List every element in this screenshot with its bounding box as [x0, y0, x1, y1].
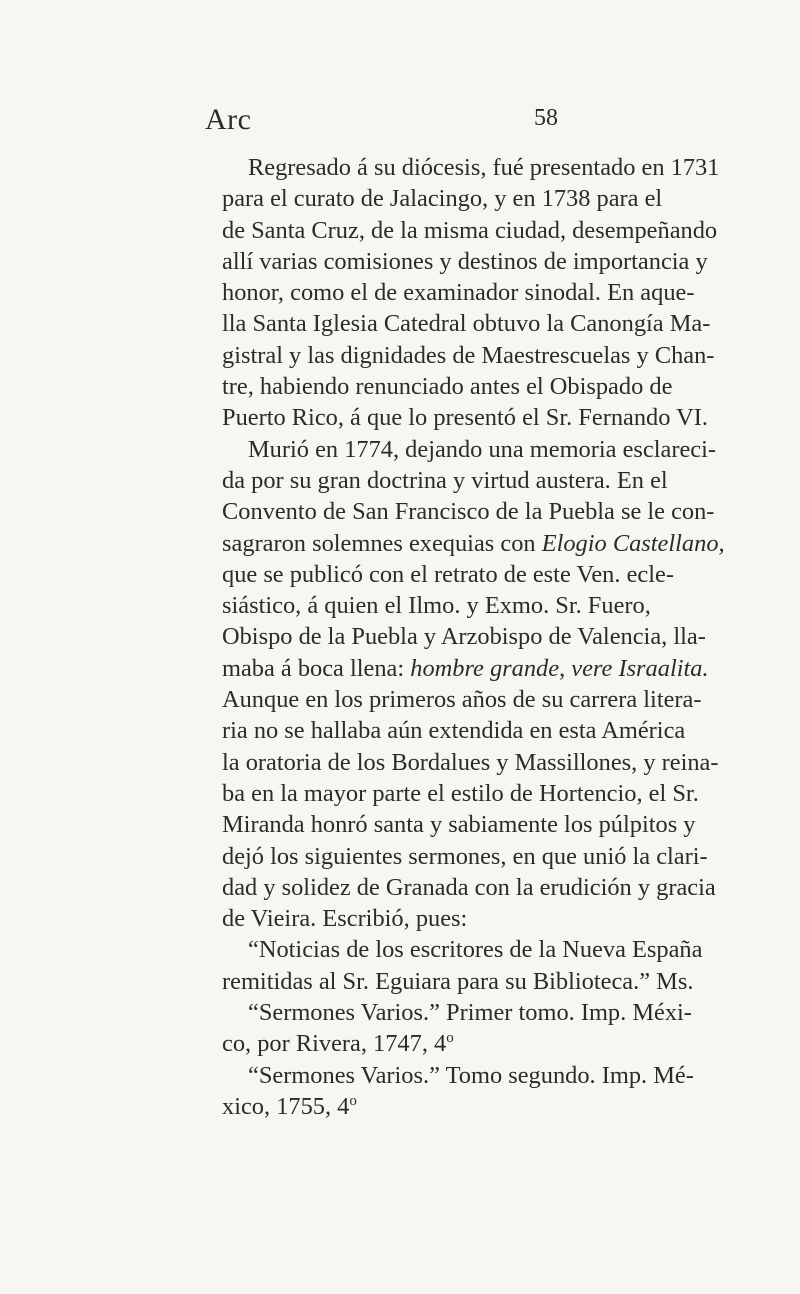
text-line: siástico, á quien el Ilmo. y Exmo. Sr. Fuero,: [222, 592, 651, 620]
work-entry: [222, 934, 703, 997]
text-line: “Sermones Varios.” Primer tomo. Imp. Méxi-: [248, 999, 692, 1027]
italic-title: Elogio Castellano,: [541, 529, 725, 557]
degree-mark: o: [446, 1030, 454, 1047]
text-line: tre, habiendo renunciado antes el Obispado de: [222, 373, 673, 401]
work-entry: [222, 997, 692, 1060]
text-line: dad y solidez de Granada con la erudición y gracia: [222, 873, 716, 901]
text-line: “Noticias de los escritores de la Nueva España: [248, 936, 703, 964]
text-run: xico, 1755, 4: [222, 1092, 350, 1120]
body-text: [222, 152, 725, 1122]
works-list: [222, 934, 703, 1122]
paragraph-1: [222, 152, 720, 434]
running-head-title: Arc: [205, 103, 252, 136]
text-line: honor, como el de examinador sinodal. En aque-: [222, 279, 695, 307]
italic-quote: vere Israalita.: [571, 654, 709, 682]
text-line: Aunque en los primeros años de su carrera litera-: [222, 686, 702, 714]
text-line: que se publicó con el retrato de este Ven. ecle-: [222, 560, 674, 588]
text-line: dejó los siguientes sermones, en que unió la clari-: [222, 842, 708, 870]
text-line: la oratoria de los Bordalues y Massillones, y reina-: [222, 748, 719, 776]
text-line: lla Santa Iglesia Catedral obtuvo la Canongía Ma-: [222, 310, 711, 338]
text-line: Murió en 1774, dejando una memoria esclareci-: [248, 435, 716, 463]
text-line: Obispo de la Puebla y Arzobispo de Valencia, lla-: [222, 623, 706, 651]
text-line: Regresado á su diócesis, fué presentado en 1731: [248, 154, 720, 181]
text-line: de Santa Cruz, de la misma ciudad, desempeñando: [222, 216, 718, 244]
text-line: [222, 1028, 617, 1059]
text-line: ba en la mayor parte el estilo de Hortencio, el Sr.: [222, 779, 699, 807]
text-run: sagraron solemnes exequias con: [222, 529, 542, 557]
text-line: Convento de San Francisco de la Puebla se le con-: [222, 498, 715, 526]
text-line: gistral y las dignidades de Maestrescuelas y Chan-: [222, 341, 715, 369]
work-entry: [222, 1060, 694, 1123]
text-line: remitidas al Sr. Eguiara para su Biblioteca.” Ms.: [222, 967, 694, 995]
text-line: ria no se hallaba aún extendida en esta América: [222, 717, 686, 745]
text-line: [222, 1091, 617, 1122]
text-line: [222, 528, 725, 559]
page-number: 58: [534, 105, 558, 131]
text-run: ,: [559, 654, 572, 682]
text-line: de Vieira. Escribió, pues:: [222, 905, 468, 933]
text-line: Puerto Rico, á que lo presentó el Sr. Fernando VI.: [222, 404, 708, 432]
text-line: para el curato de Jalacingo, y en 1738 para el: [222, 185, 663, 213]
text-line: “Sermones Varios.” Tomo segundo. Imp. Mé-: [248, 1061, 694, 1089]
degree-mark: o: [349, 1092, 357, 1109]
text-line: da por su gran doctrina y virtud austera. En el: [222, 466, 668, 494]
paragraph-2: [222, 434, 725, 935]
text-line: [222, 653, 709, 684]
text-run: maba á boca llena:: [222, 654, 411, 682]
text-run: co, por Rivera, 1747, 4: [222, 1030, 447, 1058]
text-line: allí varias comisiones y destinos de importancia y: [222, 247, 708, 275]
text-line: Miranda honró santa y sabiamente los púlpitos y: [222, 811, 696, 839]
italic-quote: hombre grande: [410, 654, 560, 682]
running-head: [205, 103, 605, 143]
